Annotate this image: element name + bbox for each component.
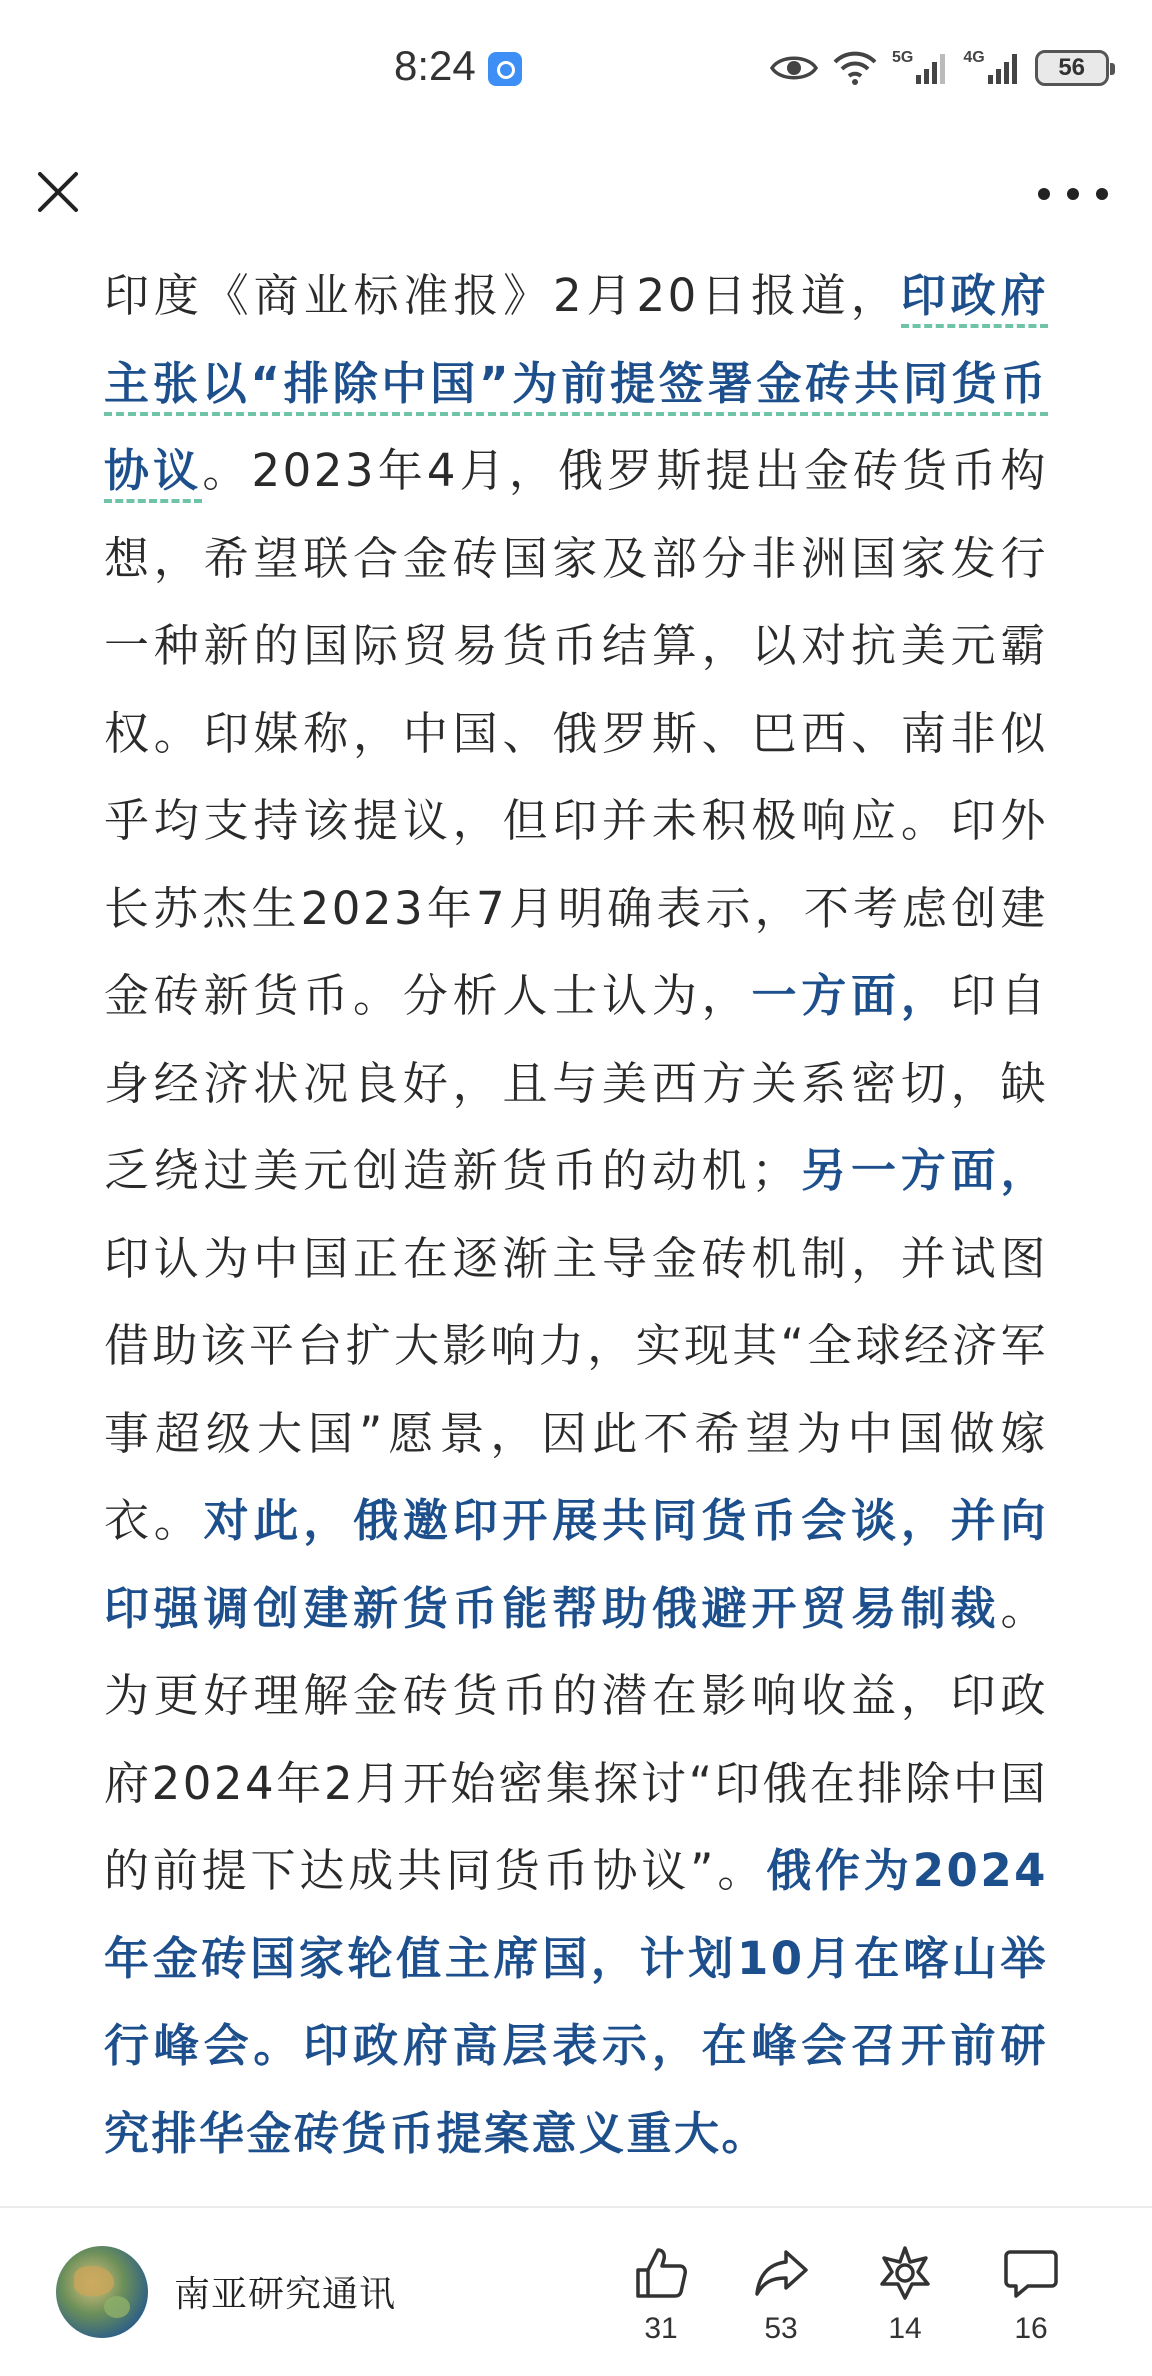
share-icon [752, 2244, 810, 2302]
article-highlight-link[interactable]: 印政府主张以“排除中国”为前提签署金砖共同货币协议 [104, 269, 1048, 503]
article-text: 印自身经济状况良好，且与美西方关系密切，缺乏绕过美元创造新货币的动机； [104, 969, 1048, 1197]
comment-button[interactable] [986, 2244, 1076, 2346]
bottom-bar [0, 2208, 1152, 2376]
thumbs-up-icon [632, 2244, 690, 2302]
more-dot-icon [1067, 188, 1079, 200]
network-4g-label: 4G [963, 49, 985, 66]
network-5g-label: 5G [892, 49, 914, 66]
article-highlight: 另一方面， [798, 1144, 1048, 1197]
like-button[interactable] [616, 2244, 706, 2346]
close-icon [30, 164, 86, 220]
top-nav [0, 140, 1152, 260]
battery-indicator: 56 [1035, 50, 1109, 86]
share-count: 53 [764, 2312, 798, 2345]
account-avatar[interactable] [56, 2246, 148, 2338]
signal-icon [987, 51, 1021, 85]
wifi-icon [832, 50, 878, 86]
more-options-button[interactable] [1038, 176, 1108, 212]
article-text: 印度《商业标准报》2月20日报道， [104, 269, 901, 322]
favorite-star-icon [876, 2244, 934, 2302]
article-body [104, 252, 1048, 2202]
article-highlight: 俄作为2024年金砖国家轮值主席国，计划10月在喀山举行峰会。印政府高层表示，在峰会召开前研究排华金砖货币提案意义重大。 [104, 1844, 1048, 2160]
more-dot-icon [1038, 188, 1050, 200]
alarm-icon [488, 52, 522, 86]
article-text: 。2023年4月，俄罗斯提出金砖货币构想，希望联合金砖国家及部分非洲国家发行一种新的国际贸易货币结算，以对抗美元霸权。印媒称，中国、俄罗斯、巴西、南非似乎均支持该提议，但印并未积极响应。印外长苏杰生2023年7月明确表示，不考虑创建金砖新货币。分析人士认为， [104, 444, 1048, 1022]
article-highlight: 一方面， [751, 969, 951, 1022]
comment-count: 16 [1014, 2312, 1048, 2345]
status-icons [770, 44, 1109, 92]
article-highlight: 对此，俄邀印开展共同货币会谈，并向印强调创建新货币能帮助俄避开贸易制裁 [104, 1494, 1048, 1635]
status-time: 8:24 [394, 42, 476, 89]
like-count: 31 [644, 2312, 678, 2345]
favorite-button[interactable] [860, 2244, 950, 2346]
signal-icon [915, 51, 949, 85]
article-text: 印认为中国正在逐渐主导金砖机制，并试图借助该平台扩大影响力，实现其“全球经济军事超级大国”愿景，因此不希望为中国做嫁衣。 [104, 1231, 1048, 1547]
more-dot-icon [1096, 188, 1108, 200]
article-text: 。为更好理解金砖货币的潜在影响收益，印政府2024年2月开始密集探讨“印俄在排除中国的前提下达成共同货币协议”。 [104, 1581, 1048, 1897]
share-button[interactable] [736, 2244, 826, 2346]
comment-icon [1002, 2244, 1060, 2302]
eye-icon [770, 53, 818, 83]
article-paragraph [104, 252, 1048, 2177]
status-bar [0, 0, 1152, 140]
close-button[interactable] [30, 164, 86, 220]
account-name[interactable]: 南亚研究通讯 [174, 2274, 397, 2315]
favorite-count: 14 [888, 2312, 922, 2345]
